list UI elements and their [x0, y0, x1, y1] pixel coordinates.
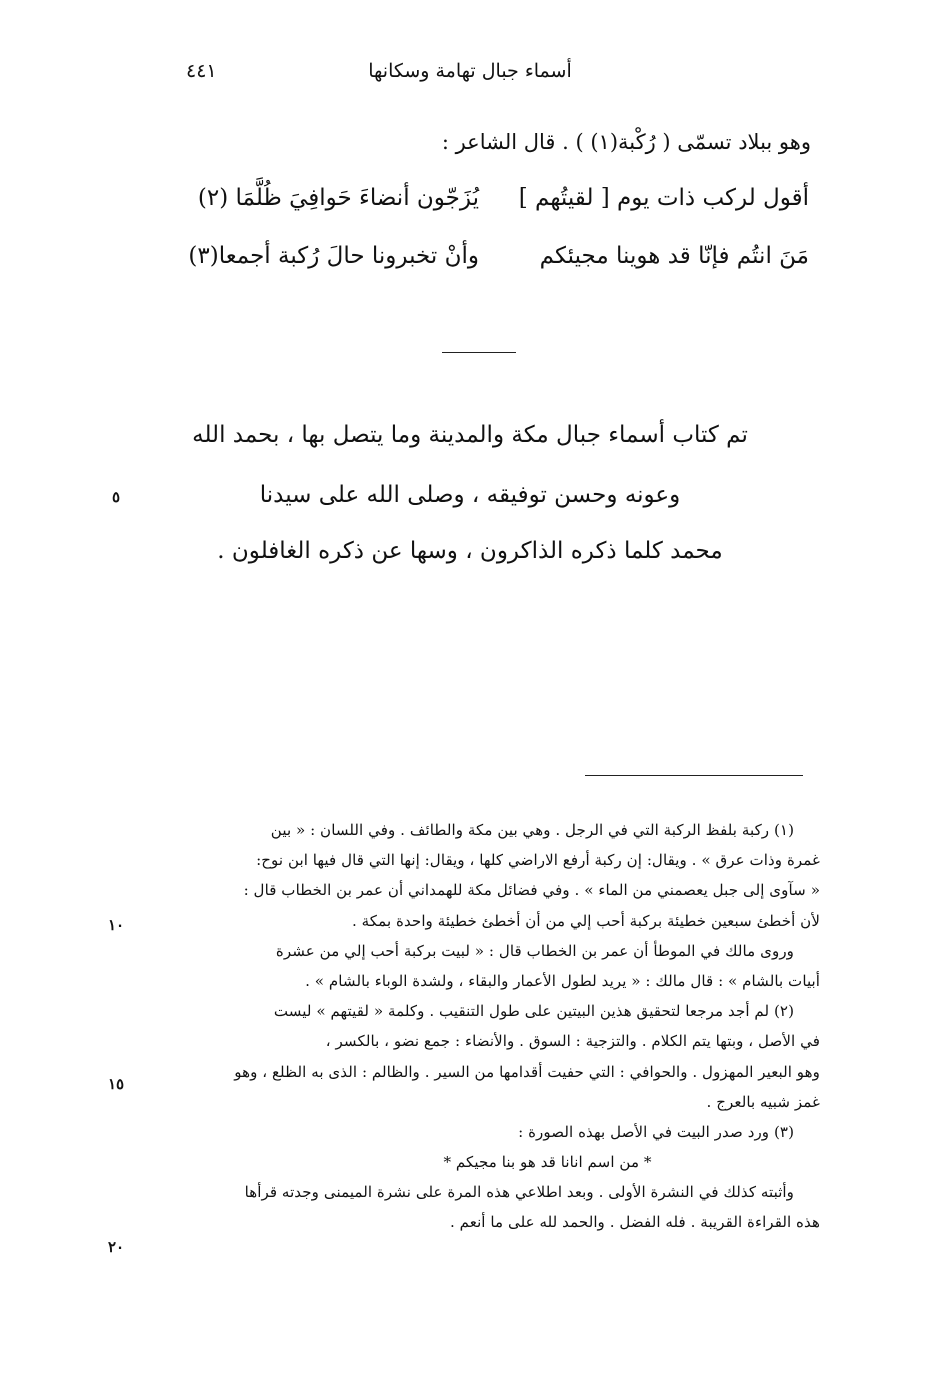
colophon-line-2: وعونه وحسن توفيقه ، وصلى الله على سيدنا	[259, 482, 681, 508]
footnote-line: * من اسم انانا قد هو بنا مجيكم *	[443, 1153, 652, 1172]
colophon-line-3: محمد كلما ذكره الذاكرون ، وسها عن ذكره الغافلون .	[217, 538, 723, 564]
footnote-line: وأثبته كذلك في النشرة الأولى . وبعد اطلاعي هذه المرة على نشرة الميمنى وجدته قرأها	[244, 1183, 794, 1202]
line-number-20: ٢٠	[107, 1238, 125, 1256]
line-number-15: ١٥	[107, 1075, 125, 1093]
footnote-line: (١) ركبة بلفظ الركبة التي في الرجل . وهي بين مكة والطائف . وفي اللسان : « بين	[270, 821, 794, 839]
line-number-5: ٥	[111, 488, 121, 506]
footnote-line: أبيات بالشام » : قال مالك : « يريد لطول الأعمار والبقاء ، ولشدة الوباء بالشام » .	[305, 971, 820, 990]
footnote-line: وهو البعير المهزول . والحوافي : التي حفيت أقدامها من السير . والظالم : الذى به الظلع ، وهو	[234, 1062, 820, 1081]
footnote-line: غمز شبيه بالعرج .	[706, 1092, 820, 1111]
footnote-line: وروى مالك في الموطأ أن عمر بن الخطاب قال : « لبيت بركبة أحب إلي من عشرة	[275, 941, 794, 960]
footnote-line: لأن أخطئ سبعين خطيئة بركبة أحب إلي من أن أخطئ خطيئة واحدة بمكة .	[351, 911, 820, 930]
footnote-line: هذه القراءة القريبة . فله الفضل . والحمد لله على ما أنعم .	[449, 1213, 820, 1232]
verse-1-first-half: أقول لركب ذات يوم [ لقيتُهم ]	[518, 185, 809, 211]
verse-2-first-half: مَنَ انتُم فإنّا قد هوينا مجيئكم	[539, 243, 809, 269]
verse-2-second-half: وأنْ تخبرونا حالَ رُكبة أجمعا(٣)	[188, 243, 479, 269]
verse-1-second-half: يُزَجّون أنضاءَ حَوافِيَ ظُلَّمَا (٢)	[197, 185, 479, 211]
footnote-separator	[585, 775, 803, 776]
colophon-line-1: تم كتاب أسماء جبال مكة والمدينة وما يتصل بها ، بحمد الله	[192, 422, 748, 448]
line-number-10: ١٠	[107, 916, 125, 934]
footnote-line: غمرة وذات عرق » . ويقال: إن ركبة أرفع الاراضي كلها ، ويقال: إنها التي قال فيها ابن نوح:	[256, 851, 820, 870]
footnote-line: « سآوى إلى جبل يعصمني من الماء » . وفي فضائل مكة للهمداني أن عمر بن الخطاب قال :	[243, 881, 820, 900]
running-header-title: أسماء جبال تهامة وسكانها	[368, 60, 572, 82]
footnote-line: (٣) ورد صدر البيت في الأصل بهذه الصورة :	[518, 1122, 794, 1141]
section-divider	[442, 352, 516, 353]
intro-line: وهو ببلاد تسمّى ( رُكْبة(١) ) . قال الشاعر :	[441, 130, 811, 154]
page-number: ٤٤١	[186, 60, 217, 82]
footnote-line: في الأصل ، وبتها يتم الكلام . والتزجية : السوق . والأنضاء : جمع نضو ، بالكسر ،	[325, 1032, 820, 1051]
footnotes	[155, 815, 820, 1238]
footnote-line: (٢) لم أجد مرجعا لتحقيق هذين البيتين على طول التنقيب . وكلمة « لقيتهم » ليست	[273, 1002, 794, 1021]
